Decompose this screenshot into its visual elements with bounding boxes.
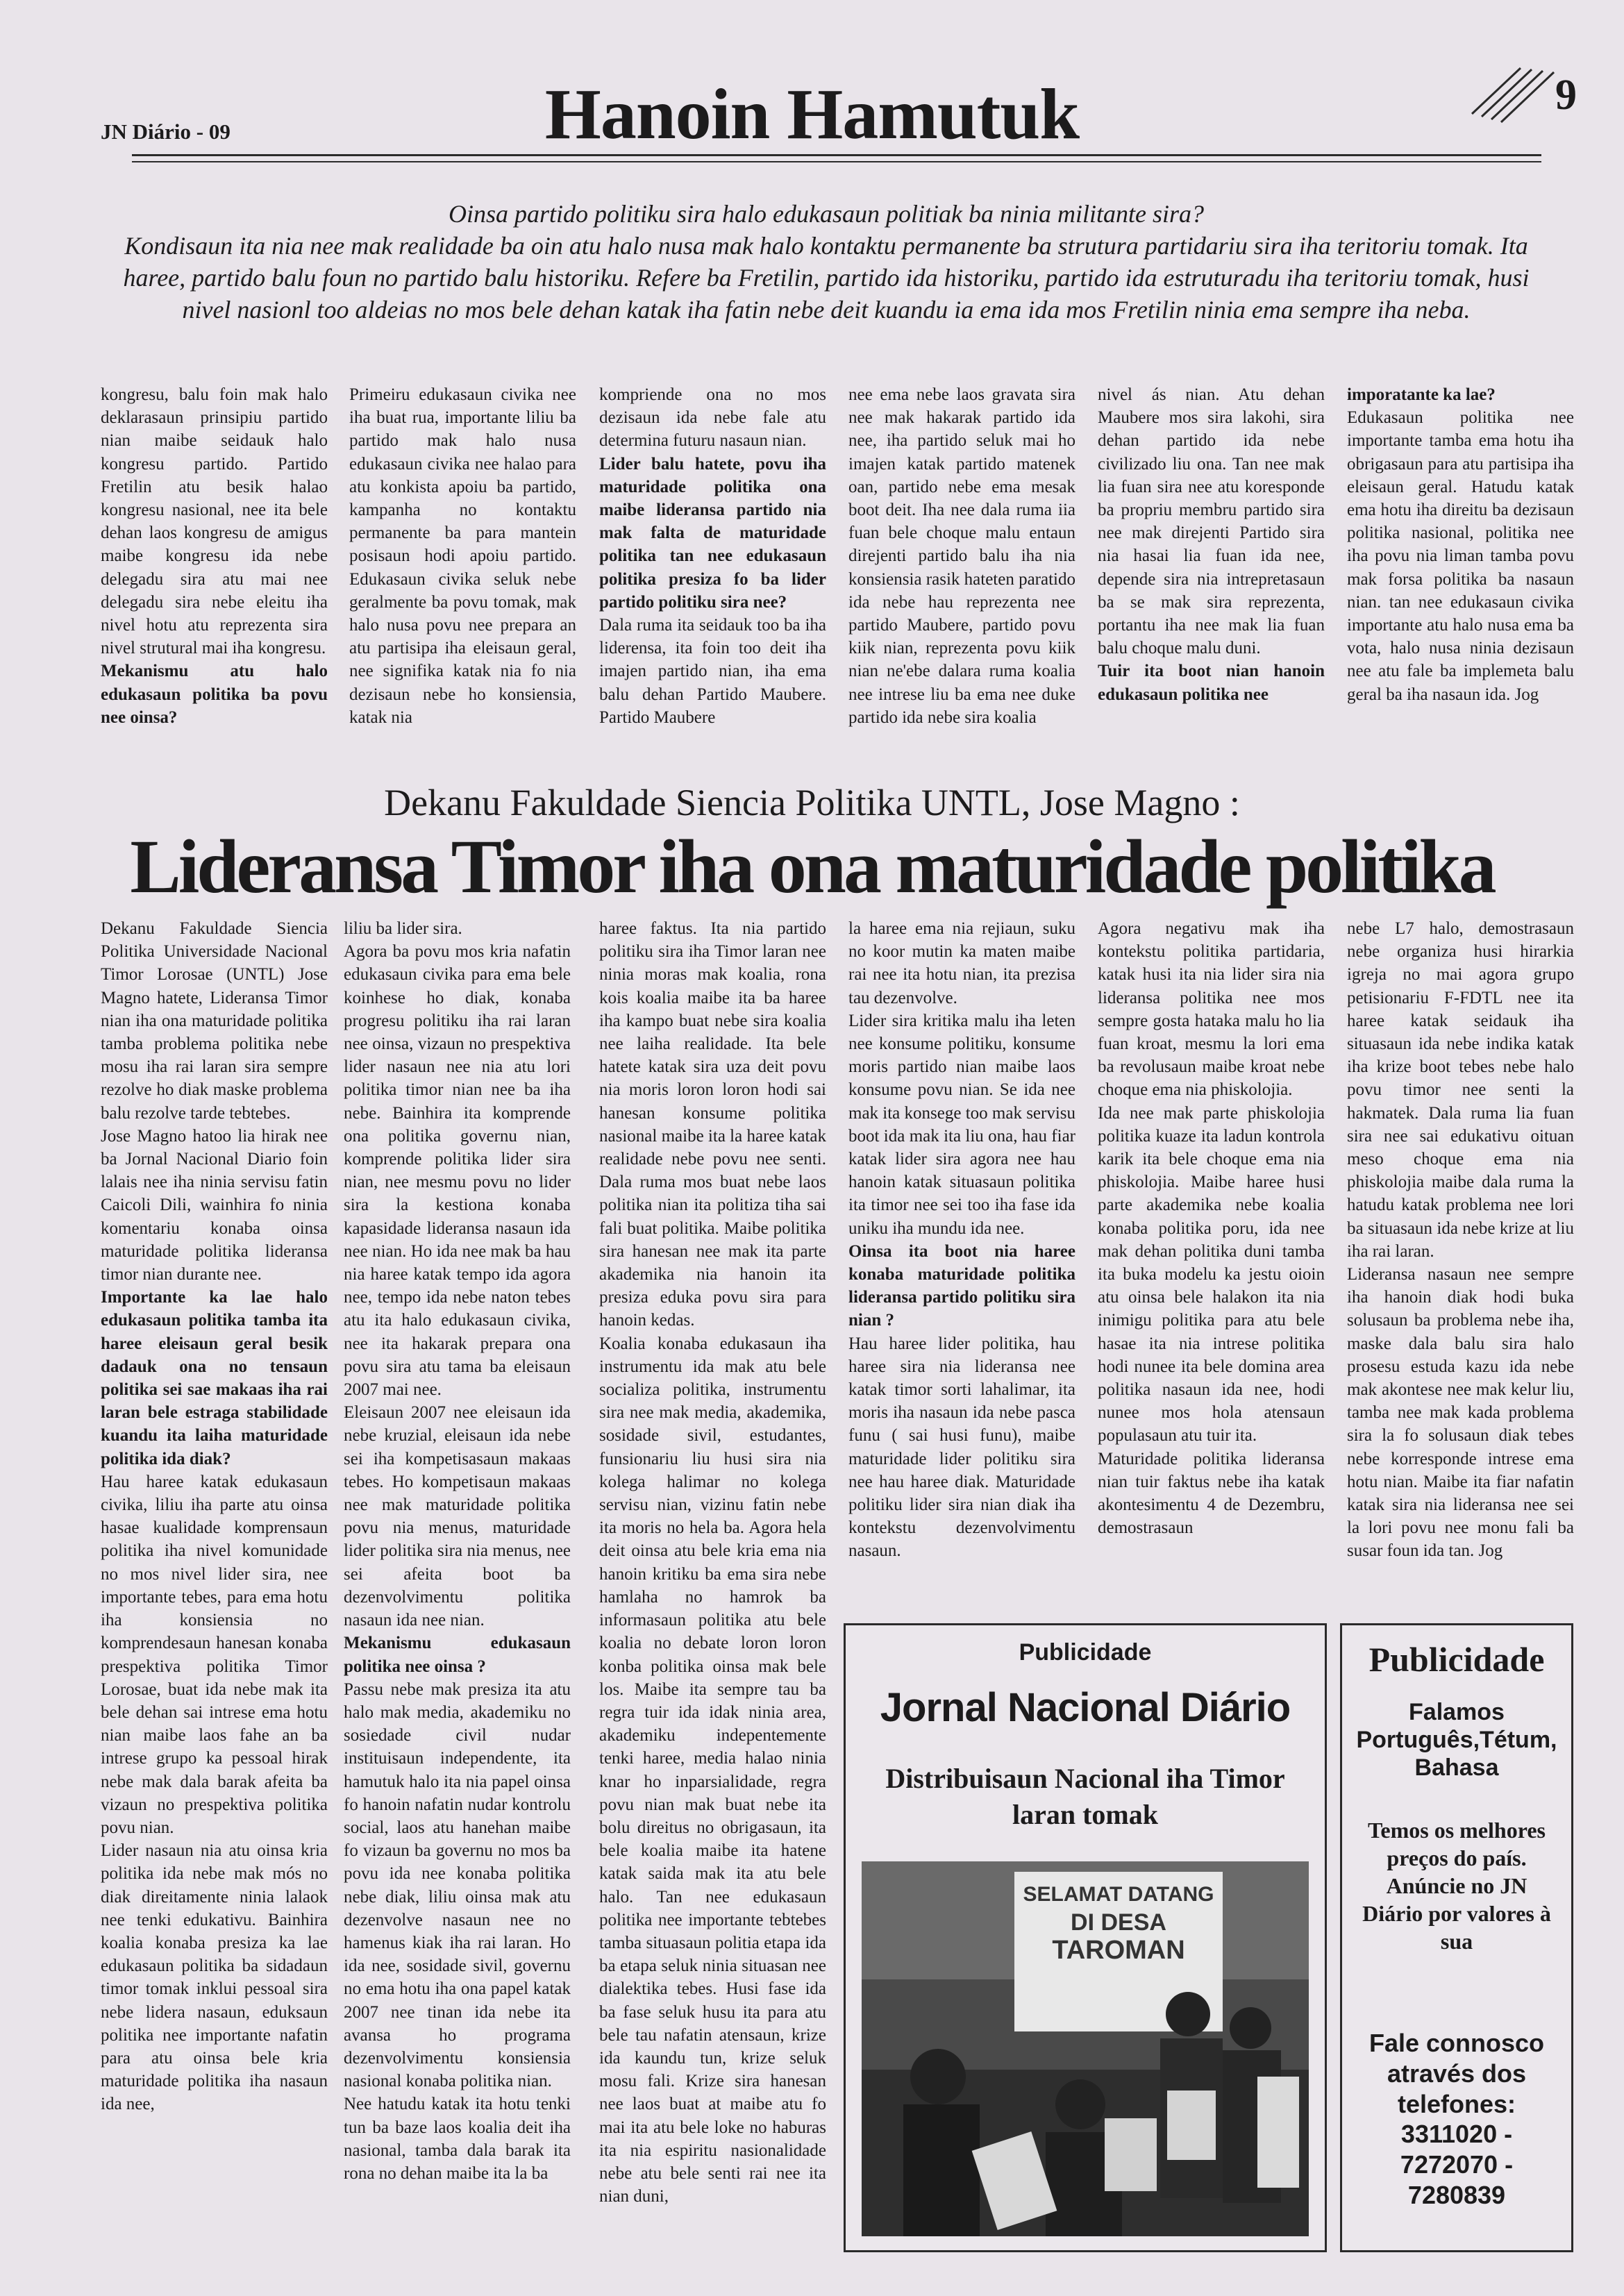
- body-paragraph: Nee hatudu katak ita hotu tenki tun ba baze laos koalia deit iha nasional, tamba dala barak ita rona no dehan maibe ita la ba: [344, 2095, 571, 2183]
- body-paragraph: liliu ba lider sira.: [344, 919, 462, 938]
- top-column-1: [101, 383, 328, 755]
- question-heading: imporatante ka lae?: [1347, 385, 1496, 404]
- body-paragraph: kompriende ona no mos dezisaun ida nebe fale atu determina futuru nasaun nian.: [599, 385, 826, 451]
- publicidade-languages: Falamos Português,Tétum, Bahasa: [1356, 1699, 1557, 1781]
- jornal-ad-box: [844, 1623, 1327, 2252]
- header-rule-secondary: [132, 161, 1541, 162]
- article-headline: Lideransa Timor iha ona maturidade politika: [130, 824, 1494, 909]
- body-paragraph: Maturidade politika lideransa nian tuir faktus nebe iha katak akontesimentu 4 de Dezembru, demostrasaun: [1098, 1449, 1325, 1538]
- bottom-column-3: [599, 917, 826, 2243]
- question-heading: Lider balu hatete, povu iha maturidade politika ona maibe lideransa partido nia mak falta de maturidade politika tan nee edukasaun politika presiza fo ba lider partido politiku sira nee?: [599, 454, 826, 612]
- bottom-column-4: [848, 917, 1075, 1615]
- lead-question: Oinsa partido politiku sira halo edukasaun politiak ba ninia militante sira?: [449, 200, 1204, 228]
- photo-sign-line-3: TAROMAN: [1052, 1936, 1185, 1965]
- jornal-ad-distribution: Distribuisaun Nacional iha Timor laran tomak: [885, 1763, 1285, 1830]
- question-heading: Tuir ita boot nian hanoin edukasaun politika nee: [1098, 662, 1325, 704]
- question-heading: Mekanismu atu halo edukasaun politika ba povu nee oinsa?: [101, 662, 328, 727]
- question-heading: Oinsa ita boot nia haree konaba maturidade politika lideransa partido politiku sira nian ?: [848, 1241, 1075, 1330]
- body-paragraph: haree faktus. Ita nia partido politiku sira iha Timor laran nee ninia moras mak koalia, rona kois koalia maibe ita ba haree iha kampo buat nebe sira koalia nee laiha realidade. Ita bele hatete katak sira uza deit povu nia moris loron loron hodi sai hanesan konsume politika nasional maibe ita la haree katak realidade nebe povu nee senti. Dala ruma mos buat nebe laos politika nian ita politiza tiha sai fali buat politika. Maibe politika sira hanesan nee mak ita parte akademika nia hanoin ita presiza eduka povu sira para hanoin kedas.: [599, 919, 826, 1330]
- jornal-ad-label: Publicidade: [1019, 1639, 1152, 1666]
- section-label: JN Diário - 09: [101, 119, 231, 144]
- lead-text: Kondisaun ita nia nee mak realidade ba oin atu halo nusa mak halo kontaktu permanente ba strutura partidariu sira iha teritoriu tomak. Ita haree, partido balu foun no partido balu historiku. Refere ba Fretilin, partido ida historiku, partido ida estruturadu iha teritoriu tomak, husi nivel nasionl too aldeias no mos bele dehan katak iha fatin nebe deit kuandu ia ema ida mos Fretilin ninia ema sempre iha neba.: [123, 232, 1530, 324]
- jornal-ad-name: Jornal Nacional Diário: [880, 1685, 1291, 1730]
- lead-paragraph: [115, 198, 1538, 326]
- publicidade-phone-2: 7272070 -: [1400, 2150, 1514, 2179]
- body-paragraph: Hau haree lider politika, hau haree sira nia lideransa nee katak timor sorti lahalimar, ita moris iha nasaun ida nebe pasca funu ( sai husi funu), maibe maturidade lider politiku sira nee hau haree diak. Maturidade politiku lider sira nian diak iha kontekstu dezenvolvimentu nasaun.: [848, 1334, 1075, 1561]
- body-paragraph: Passu nebe mak presiza ita atu halo mak media, akademiku no sosiedade civil nudar instituisaun independente, ita hamutuk halo ita nia papel oinsa fo hanoin nafatin nudar kontrolu social, laos atu hanehan maibe fo vizaun ba governu no mos ba povu ida nee konaba politika nebe diak, liliu oinsa mak atu dezenvolve nasaun nee no hamenus kiak iha rai laran. Ho ida nee, sosidade sivil, governu no ema hotu iha ona papel katak 2007 nee tinan ida nebe ita avansa ho programa dezenvolvimentu konsiensia nasional konaba politika nian.: [344, 1679, 571, 2091]
- top-column-2: [349, 383, 576, 755]
- body-paragraph: Primeiru edukasaun civika nee iha buat rua, importante liliu ba partido mak halo nusa edukasaun civika nee halao para atu konkista apoiu ba partido, kampanha no kontaktu permanente ba para mantein posisaun hodi apoiu partido. Edukasaun civika seluk nebe geralmente ba povu tomak, mak halo nusa povu nee prepara an atu partisipa iha eleisaun geral, nee signifika katak nia fo nia dezisaun nebe ho konsiensia, katak nia: [349, 385, 576, 727]
- publicidade-contact: Fale connosco através dos telefones:: [1368, 2029, 1545, 2118]
- article-kicker: Dekanu Fakuldade Siencia Politika UNTL, Jose Magno :: [384, 782, 1240, 823]
- question-heading: Importante ka lae halo edukasaun politika tamba ita haree eleisaun geral besik dadauk ona no tensaun politika sei sae makaas iha rai laran bele estraga stabilidade kuandu ita laiha maturidade politika ida diak?: [101, 1288, 328, 1468]
- body-paragraph: Jose Magno hatoo lia hirak nee ba Jornal Nacional Diario foin lalais nee iha ninia servisu fatin Caicoli Dili, wainhira fo ninia komentariu konaba oinsa maturidade politika lideransa timor nian durante nee.: [101, 1126, 328, 1284]
- bottom-column-5: [1098, 917, 1325, 1615]
- body-paragraph: nebe L7 halo, demostrasaun nebe organiza husi hirarkia igreja no mai agora grupo petisionariu F-FDTL nee ita haree katak seidauk iha situasaun ida nebe indika katak iha krize boot tebes nebe halo povu timor nee senti la hakmatek. Dala ruma lia fuan sira nee sai edukativu oituan meso choque ema nia phiskolojia maibe dala ruma la hatudu katak problema nee lori ba situasaun ida nebe krize at liu iha rai laran.: [1347, 919, 1574, 1261]
- top-column-3: [599, 383, 826, 755]
- body-paragraph: Agora ba povu mos kria nafatin edukasaun civika para ema bele koinhese ho diak, konaba progresu politiku iha rai laran nee oinsa, vizaun no prespektiva lider nasaun nee nia atu lori politika timor nian nee ba iha nebe. Bainhira ita komprende ona politika governu nian, komprende politika lider sira nian, nee mesmu povu no lider sira la kestiona konaba kapasidade lideransa nasaun ida nee nian. Ho ida nee mak ba hau nia haree katak tempo ida agora nee, tempo ida nebe naton tebes atu ita halo edukasaun civika, nee ita hakarak prepara ona povu sira atu tama ba eleisaun 2007 mai nee.: [344, 942, 571, 1400]
- top-column-5: [1098, 383, 1325, 755]
- body-paragraph: Lideransa nasaun nee sempre iha hanoin diak hodi buka solusaun ba problema nebe iha, maske dala balu sira halo prosesu estuda kazu ida nebe mak akontese nee mak kelur liu, tamba nee mak kada problema sira la fo solusaun diak tebes nebe korresponde intrese ema hotu nian. Maibe ita fiar nafatin katak sira nia lideransa nee sei la lori povu nee monu fali ba susar foun ida tan. Jog: [1347, 1265, 1574, 1561]
- body-paragraph: Eleisaun 2007 nee eleisaun ida nebe kruzial, eleisaun ida nebe sei iha kompetisasaun makaas tebes. Ho kompetisaun makaas nee mak maturidade politika povu nia menus, maturidade lider politika sira nia menus, nee sei afeita boot ba dezenvolvimentu politika nasaun ida nee nian.: [344, 1403, 571, 1630]
- body-paragraph: Ida nee mak parte phiskolojia politika kuaze ita ladun kontrola karik ita bele choque ema nia phiskolojia. Maibe haree husi parte akademika nebe koalia konaba politika poru, ida nee mak dehan politika duni tamba ita buka modelu ka jestu oioin atu oinsa bele halakon ita nia inimigu politika para atu bele hasae ita nia intrese politika hodi nunee ita bele domina area politika nasaun ida nee, hodi nunee mos hola atensaun populasaun atu tuir ita.: [1098, 1103, 1325, 1446]
- bottom-column-6: [1347, 917, 1574, 1615]
- body-paragraph: Edukasaun politika nee importante tamba ema hotu iha obrigasaun para atu partisipa iha eleisaun geral. Hatudu katak ema hotu iha direitu ba dezisaun politika nasional, politika nee iha povu nia liman tamba povu mak forsa politika ba nasaun nian. tan nee edukasaun civika importante atu halo nusa ema ba vota, halo nusa ninia dezisaun nee atu fale ba implemeta balu geral ba iha nasaun ida. Jog: [1347, 408, 1574, 704]
- body-paragraph: Agora negativu mak iha kontekstu politika partidaria, katak husi ita nia lider sira nia lideransa politika nee mos sempre gosta hataka malu ho lia fuan kroat, mesmu la lori ema ba revolusaun maibe kroat nebe choque ema nia phiskolojia.: [1098, 919, 1325, 1100]
- body-paragraph: Dala ruma ita seidauk too ba iha liderensa, ita foin too deit iha imajen partido nian, iha ema balu dehan Partido Maubere. Partido Maubere: [599, 616, 826, 727]
- body-paragraph: Lider sira kritika malu iha leten nee konsume politiku, konsume moris partido nian maibe laos konsume povu nian. Se ida nee mak ita konsege too mak servisu boot ida mak ita liu ona, hau fiar katak lider sira agora nee hau hanoin katak situasaun politika ita timor nee sei too iha fase ida uniku iha mundu ida nee.: [848, 1011, 1075, 1238]
- photo-sign-line-2: DI DESA: [1071, 1909, 1166, 1936]
- body-paragraph: Lider nasaun nia atu oinsa kria politika ida nebe mak mós no diak direitamente ninia lalaok nee tenki edukativu. Bainhira koalia konaba presiza ka lae edukasaun politika ba sidadaun timor tomak inklui pessoal sira nebe lidera nasaun, eduksaun politika nee importante nafatin para atu oinsa bele kria maturidade politika iha nasaun ida nee,: [101, 1841, 328, 2114]
- body-paragraph: kongresu, balu foin mak halo deklarasaun prinsipiu partido nian maibe seidauk halo kongresu partido. Partido Fretilin atu besik halao kongresu nasional, nee ita bele dehan laos kongresu de amigus maibe kongresu ida nebe delegadu sira atu mai nee delegadu sira nebe eleitu iha nivel hotu atu reprezenta sira nivel strutural mai iha kongresu.: [101, 385, 328, 658]
- body-paragraph: Koalia konaba edukasaun iha instrumentu ida mak atu bele socializa politika, instrumentu sira nee mak media, akademika, sosidade sivil, estudantes, funsionariu liu husi sira nia kolega halimar no kolega servisu nian, vizinu fatin nebe ita moris no hela ba. Agora hela deit oinsa atu bele kria ema nia hanoin kritiku ba ema sira nebe hamlaha no hamrok ba informasaun politika atu bele koalia no debate loron loron konba politika oinsa mak bele los. Maibe ita sempre tau ba regra tuir ida idak ninia area, akademiku indepentemente tenki haree, media halao ninia knar ho inparsialidade, regra povu nian mak buat nebe ita bolu direitus no obrigasaun, ita bele koalia maibe ita hatene katak saida mak ita atu bele halo. Tan nee edukasaun politika nee importante tebtebes tamba situasaun politia etapa ida ba etapa seluk ninia situasan nee dialektika tebes. Husi fase ida ba fase seluk husu ita para atu bele tau nafatin atensaun, krize ida kaundu tun, krize seluk mosu fali. Krize sira hanesan nee laos buat at maibe atu fo mai ita atu bele loke no haburas ita nia espiritu nasionalidade nebe atu bele senti rai nee ita nian duni,: [599, 1334, 826, 2206]
- bottom-column-2: [344, 917, 571, 2243]
- header-rule: [132, 154, 1541, 156]
- page-number: 9: [1555, 72, 1577, 119]
- publicidade-title: Publicidade: [1368, 1640, 1545, 1679]
- publicidade-ad-box: [1340, 1623, 1573, 2252]
- hatch-decoration-icon: [1466, 64, 1562, 124]
- body-paragraph: Hau haree katak edukasaun civika, liliu iha parte atu oinsa hasae kualidade komprensaun politika iha nivel komunidade no mos nivel lider sira, nee importante tebes, para ema hotu iha konsiensia no komprendesaun hanesan konaba prespektiva politika Timor Lorosae, buat ida nebe mak ita bele dehan sai intrese ema hotu nian maibe laos fahe an ba intrese grupo ka pessoal hirak nebe mak dala barak afeita ba vizaun no prespektiva politika povu nian.: [101, 1472, 328, 1837]
- body-paragraph: nee ema nebe laos gravata sira nee mak hakarak partido ida nee, iha partido seluk mai ho imajen katak partido matenek oan, partido nebe ema mesak boot deit. Iha nee dala ruma iia fuan bele choque malu entaun direjenti partido balu iha nia konsiensia rasik hateten paratido ida nebe hau reprezenta nee partido Maubere, partido povu kiik nian, reprezenta povu kiik nian ne'ebe dalara ruma koalia nee intrese liu ba ema nee duke partido ida nebe sira koalia: [848, 385, 1075, 727]
- section-title: Hanoin Hamutuk: [544, 74, 1080, 154]
- body-paragraph: Dekanu Fakuldade Siencia Politika Universidade Nacional Timor Lorosae (UNTL) Jose Magno hatete, Lideransa Timor nian iha ona maturidade politika tamba problema politika nebe mosu iha rai laran sira sempre rezolve ho diak maske problema balu rezolve tarde tebtebes.: [101, 919, 328, 1123]
- publicidade-phone-3: 7280839: [1407, 2181, 1506, 2209]
- bottom-column-1: [101, 917, 328, 2243]
- publicidade-offer: Temos os melhores preços do país. Anúncie no JN Diário por valores à sua: [1362, 1818, 1551, 1954]
- publicidade-phone-1: 3311020 -: [1400, 2120, 1513, 2148]
- top-column-4: [848, 383, 1075, 755]
- photo-sign-line-1: SELAMAT DATANG: [1023, 1883, 1214, 1906]
- top-column-6: [1347, 383, 1574, 755]
- body-paragraph: nivel ás nian. Atu dehan Maubere mos sira lakohi, sira dehan partido ida nebe civilizado liu ona. Tan nee mak lia fuan sira nee atu koresponde ba propriu membru partido sira nee mak direjenti Partido sira nia hasai lia fuan ida nee, depende sira nia intrepretasaun ba se mak sira reprezenta, portantu iha nee mak lia fuan balu choque malu duni.: [1098, 385, 1325, 658]
- body-paragraph: la haree ema nia rejiaun, suku no koor mutin ka maten maibe rai nee ita hotu nian, ita prezisa tau dezenvolve.: [848, 919, 1075, 1007]
- newspaper-readers-photo: [862, 1861, 1309, 2236]
- question-heading: Mekanismu edukasaun politika nee oinsa ?: [344, 1634, 571, 1676]
